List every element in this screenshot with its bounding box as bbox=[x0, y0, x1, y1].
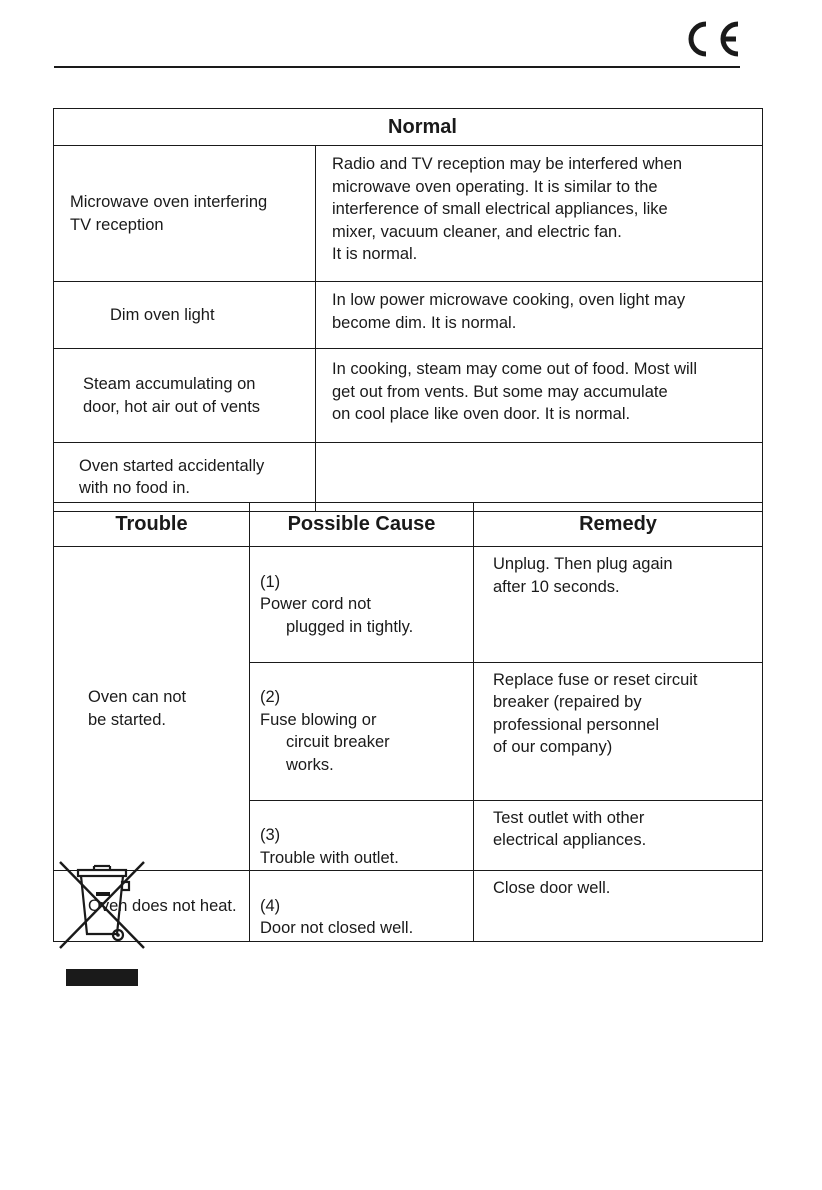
header-rule bbox=[54, 66, 740, 68]
column-header-cause: Possible Cause bbox=[250, 503, 474, 547]
cause-number: (1) bbox=[260, 572, 281, 591]
remedy-cell: Unplug. Then plug again after 10 seconds. bbox=[474, 547, 763, 663]
table-row bbox=[54, 547, 763, 663]
cause-text-continued: circuit breaker works. bbox=[286, 733, 390, 774]
troubleshooting-table bbox=[53, 502, 763, 942]
cause-text: Power cord not bbox=[260, 595, 371, 613]
table-header-row bbox=[54, 503, 763, 547]
column-header-trouble: Trouble bbox=[54, 503, 250, 547]
table-row bbox=[54, 282, 763, 349]
weee-bar bbox=[66, 969, 138, 986]
remedy-cell: Test outlet with other electrical appliances. bbox=[474, 800, 763, 871]
cause-number: (4) bbox=[260, 896, 281, 915]
table-row bbox=[54, 871, 763, 942]
cause-cell bbox=[250, 800, 474, 871]
cause-text: Door not closed well. bbox=[260, 919, 414, 937]
normal-trouble: Dim oven light bbox=[54, 282, 316, 349]
cause-number: (2) bbox=[260, 688, 281, 706]
table-row bbox=[54, 146, 763, 282]
normal-table-title: Normal bbox=[54, 109, 763, 146]
crossed-out-wheelie-bin-icon bbox=[56, 858, 148, 954]
normal-trouble: Steam accumulating on door, hot air out of vents bbox=[54, 349, 316, 443]
remedy-cell: Replace fuse or reset circuit breaker (repaired by professional personnel of our company) bbox=[474, 662, 763, 800]
cause-text: Fuse blowing or bbox=[260, 710, 377, 729]
cause-cell bbox=[250, 547, 474, 663]
table-row bbox=[54, 349, 763, 443]
trouble-cell: Oven can not be started. bbox=[54, 547, 250, 871]
cause-text: Trouble with outlet. bbox=[260, 848, 399, 867]
cause-cell bbox=[250, 662, 474, 800]
cause-number: (3) bbox=[260, 826, 281, 844]
normal-trouble: Microwave oven interfering TV reception bbox=[54, 146, 316, 282]
column-header-remedy: Remedy bbox=[474, 503, 763, 547]
normal-trouble: Oven started accidentally with no food in. bbox=[54, 443, 316, 512]
normal-description: In cooking, steam may come out of food. Most will get out from vents. But some may accumulate on cool place like oven door. It is normal. bbox=[316, 349, 763, 443]
normal-description: In low power microwave cooking, oven light may become dim. It is normal. bbox=[316, 282, 763, 349]
cause-cell bbox=[250, 871, 474, 942]
remedy-cell: Close door well. bbox=[474, 871, 763, 942]
normal-conditions-table bbox=[53, 108, 763, 512]
cause-text-continued: plugged in tightly. bbox=[286, 617, 414, 636]
ce-mark-icon bbox=[680, 18, 742, 60]
trouble-cell: Oven does not heat. bbox=[54, 871, 250, 942]
normal-description: Radio and TV reception may be interfered when microwave oven operating. It is similar to the interference of small electrical appliances, like mixer, vacuum cleaner, and electric fan. It is normal. bbox=[316, 146, 763, 282]
